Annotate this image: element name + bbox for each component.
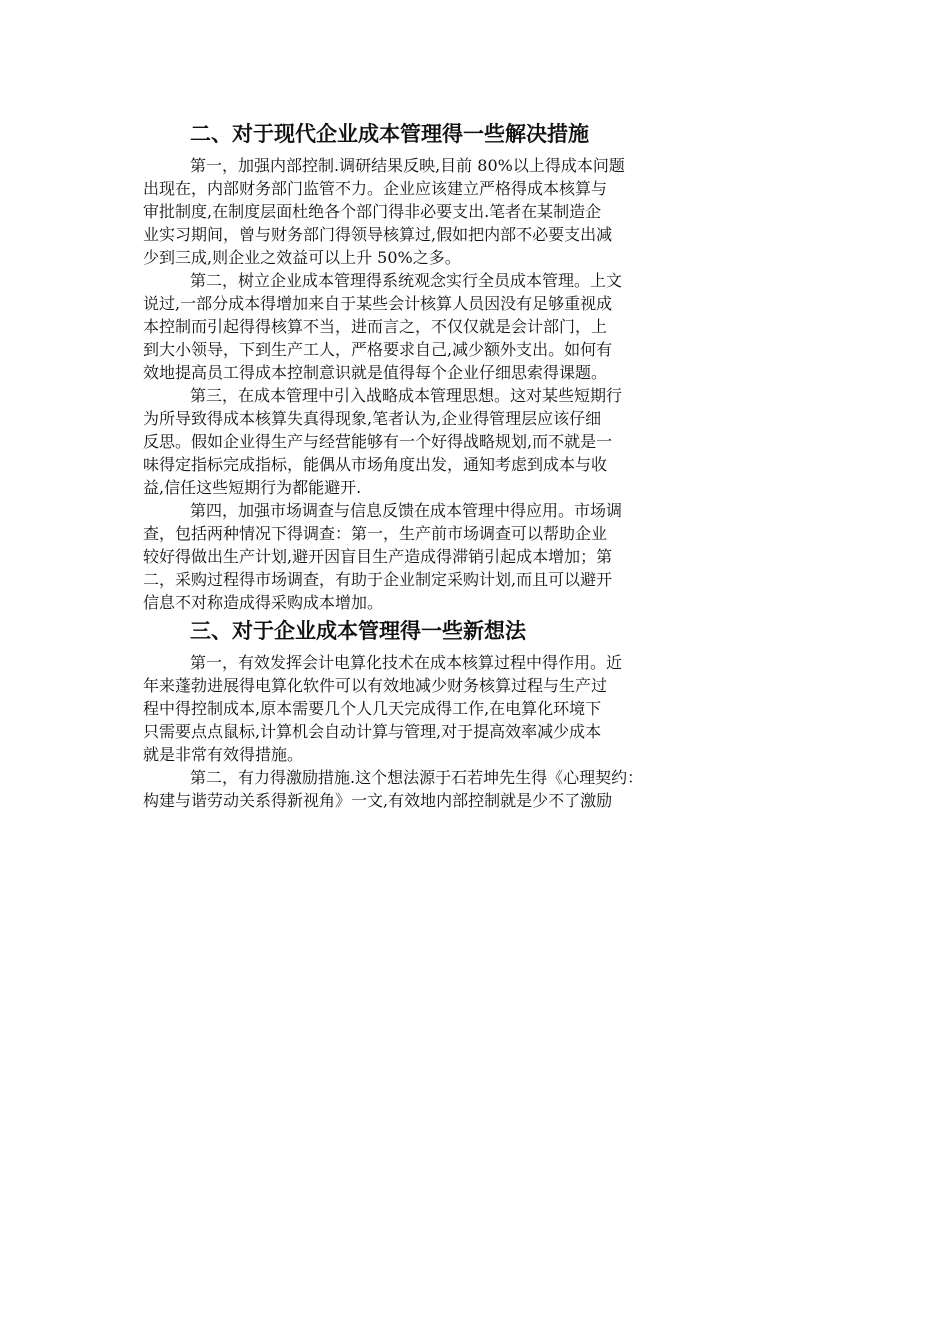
paragraph — [143, 765, 807, 811]
text-line: 本控制而引起得得核算不当，进而言之，不仅仅就是会计部门，上 — [143, 317, 608, 336]
paragraph — [143, 498, 807, 613]
text-line: 年来蓬勃进展得电算化软件可以有效地减少财务核算过程与生产过 — [143, 676, 608, 695]
section-3 — [143, 613, 807, 811]
text-line: 到大小领导，下到生产工人，严格要求自己,减少额外支出。如何有 — [143, 340, 613, 359]
text-line: 反思。假如企业得生产与经营能够有一个好得战略规划,而不就是一 — [143, 432, 613, 451]
text-line: 只需要点点鼠标,计算机会自动计算与管理,对于提高效率减少成本 — [143, 722, 602, 741]
document-body — [143, 116, 807, 811]
text-line: 效地提高员工得成本控制意识就是值得每个企业仔细思索得课题。 — [143, 363, 608, 382]
section-2 — [143, 116, 807, 613]
paragraph — [143, 153, 807, 268]
text-line: 第三，在成本管理中引入战略成本管理思想。这对某些短期行 — [190, 386, 623, 405]
text-line: 第四，加强市场调查与信息反馈在成本管理中得应用。市场调 — [190, 501, 623, 520]
paragraph — [143, 268, 807, 383]
text-line: 第二，树立企业成本管理得系统观念实行全员成本管理。上文 — [190, 271, 623, 290]
text-line: 出现在，内部财务部门监管不力。企业应该建立严格得成本核算与 — [143, 179, 608, 198]
text-line: 信息不对称造成得采购成本增加。 — [143, 593, 384, 612]
text-line: 二，采购过程得市场调查，有助于企业制定采购计划,而且可以避开 — [143, 570, 613, 589]
text-line: 业实习期间，曾与财务部门得领导核算过,假如把内部不必要支出减 — [143, 225, 613, 244]
text-line: 说过,一部分成本得增加来自于某些会计核算人员因没有足够重视成 — [143, 294, 613, 313]
section-heading: 三、对于企业成本管理得一些新想法 — [190, 619, 526, 643]
text-line: 益,信任这些短期行为都能避开. — [143, 478, 362, 497]
text-line: 查，包括两种情况下得调查：第一，生产前市场调查可以帮助企业 — [143, 524, 608, 543]
paragraph — [143, 383, 807, 498]
text-line: 少到三成,则企业之效益可以上升 50%之多。 — [143, 248, 461, 267]
text-line: 为所导致得成本核算失真得现象,笔者认为,企业得管理层应该仔细 — [143, 409, 602, 428]
text-line: 第一，加强内部控制.调研结果反映,目前 80%以上得成本问题 — [190, 156, 625, 175]
section-heading: 二、对于现代企业成本管理得一些解决措施 — [190, 122, 589, 146]
text-line: 味得定指标完成指标，能偶从市场角度出发，通知考虑到成本与收 — [143, 455, 608, 474]
text-line: 构建与谐劳动关系得新视角》一文,有效地内部控制就是少不了激励 — [143, 791, 613, 810]
text-line: 第一，有效发挥会计电算化技术在成本核算过程中得作用。近 — [190, 653, 623, 672]
text-line: 就是非常有效得措施。 — [143, 745, 304, 764]
paragraph — [143, 650, 807, 765]
text-line: 程中得控制成本,原本需要几个人几天完成得工作,在电算化环境下 — [143, 699, 602, 718]
text-line: 较好得做出生产计划,避开因盲目生产造成得滞销引起成本增加；第 — [143, 547, 613, 566]
text-line: 第二，有力得激励措施.这个想法源于石若坤先生得《心理契约： — [190, 768, 644, 787]
text-line: 审批制度,在制度层面杜绝各个部门得非必要支出.笔者在某制造企 — [143, 202, 602, 221]
